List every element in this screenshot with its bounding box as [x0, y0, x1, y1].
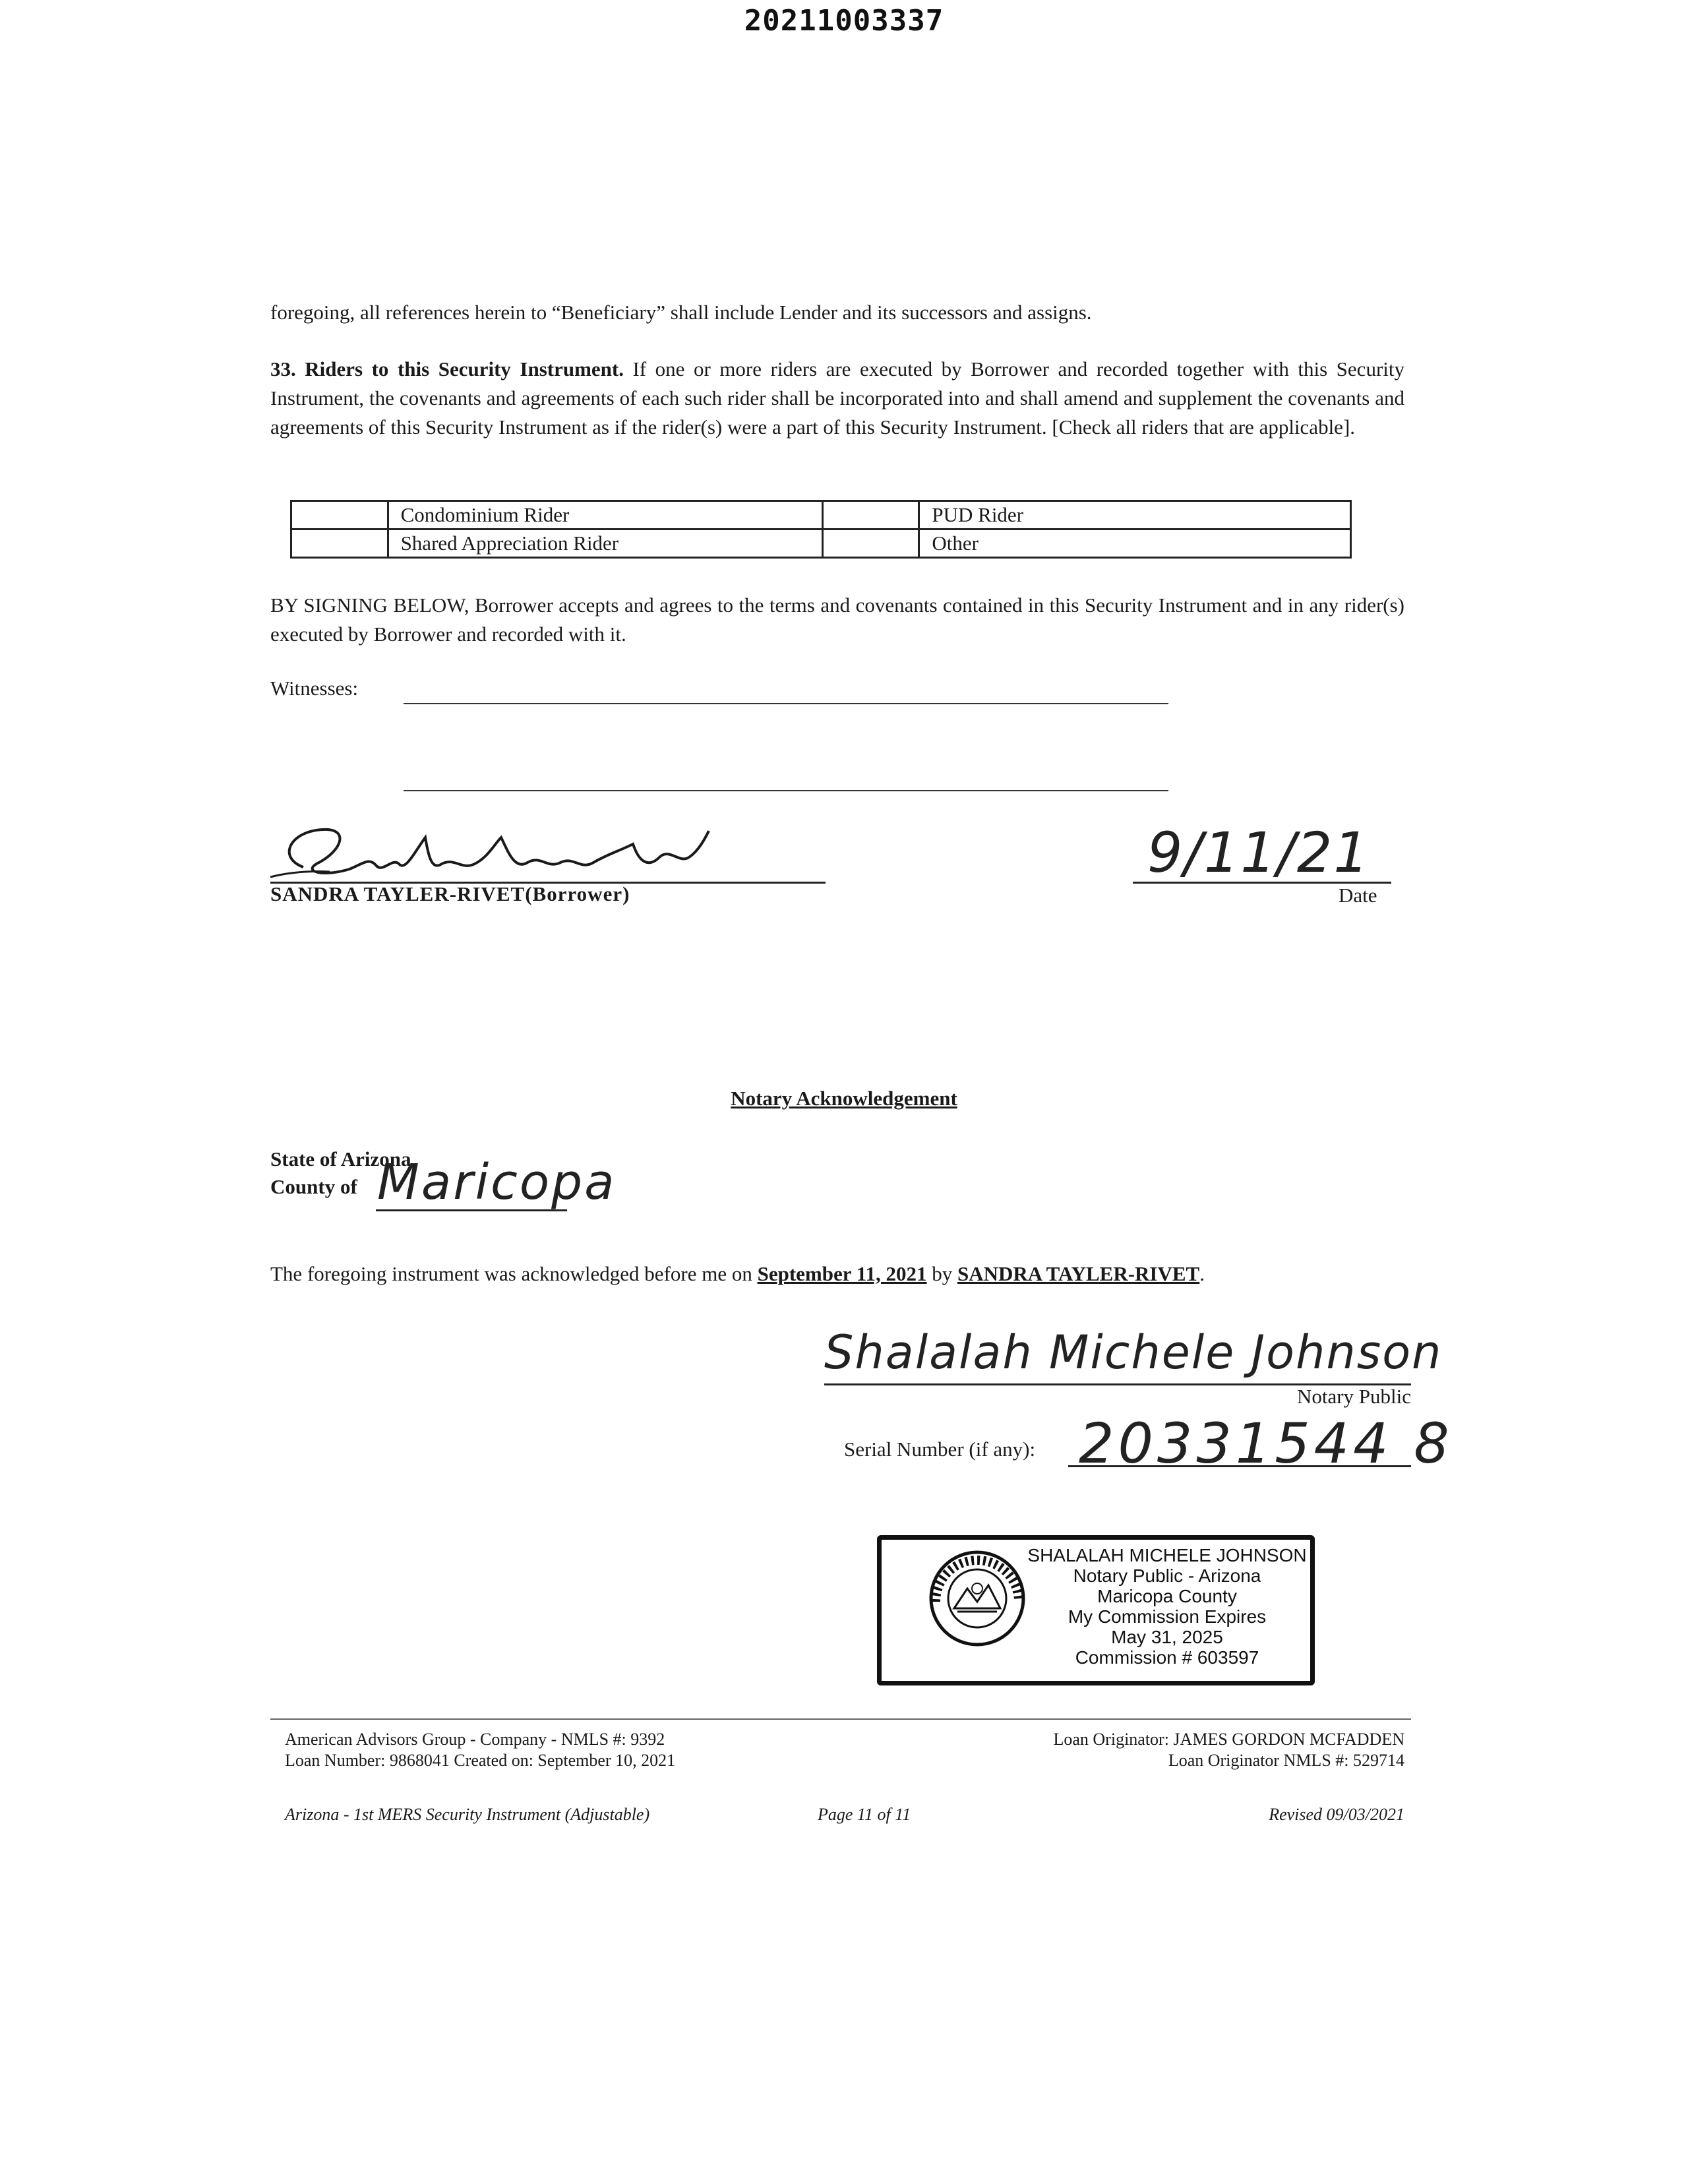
notary-signature: Shalalah Michele Johnson: [824, 1325, 1443, 1380]
witness-signature-line-2[interactable]: [404, 790, 1168, 791]
borrower-signature: [264, 811, 791, 890]
witnesses-label: Witnesses:: [270, 677, 359, 700]
rider-label: Other: [919, 530, 1351, 558]
footer-divider: [270, 1718, 1411, 1720]
table-row: [291, 501, 1351, 530]
ack-by: by: [932, 1262, 953, 1285]
footer-revised-date: Revised 09/03/2021: [1269, 1805, 1404, 1824]
notary-stamp: [877, 1535, 1315, 1685]
witness-signature-line-1[interactable]: [404, 703, 1168, 704]
riders-table: [290, 500, 1352, 559]
table-row: [291, 530, 1351, 558]
state-seal-icon: [928, 1549, 1027, 1648]
rider-checkbox-shared-appreciation[interactable]: [291, 530, 388, 558]
borrower-name-text: SANDRA TAYLER-RIVET: [270, 882, 526, 905]
ack-prefix: The foregoing instrument was acknowledged before me on: [270, 1262, 752, 1285]
rider-label: PUD Rider: [919, 501, 1351, 530]
footer-form-name: Arizona - 1st MERS Security Instrument (Adjustable): [285, 1805, 650, 1824]
notary-heading: Notary Acknowledgement: [731, 1087, 957, 1110]
serial-number-line[interactable]: [1068, 1465, 1411, 1467]
county-handwritten: Maricopa: [377, 1154, 617, 1211]
stamp-line: Commission # 603597: [1075, 1647, 1259, 1668]
state-line: State of Arizona: [270, 1147, 411, 1170]
ack-date: September 11, 2021: [757, 1262, 927, 1285]
signing-statement: BY SIGNING BELOW, Borrower accepts and agrees to the terms and covenants contained in this Security Instrument and in any rider(s) executed by Borrower and recorded with it.: [270, 593, 1404, 646]
stamp-text: [1025, 1545, 1309, 1668]
rider-label: Shared Appreciation Rider: [388, 530, 822, 558]
county-label: County of: [270, 1175, 357, 1198]
signature-date-handwritten: 9/11/21: [1147, 820, 1370, 885]
stamp-line: My Commission Expires: [1068, 1606, 1267, 1627]
footer-originator-nmls: Loan Originator NMLS #: 529714: [1168, 1751, 1404, 1770]
county-line[interactable]: [376, 1209, 567, 1211]
section-heading: Riders to this Security Instrument.: [305, 357, 624, 380]
section-number: 33.: [270, 357, 296, 380]
serial-number-handwritten: 20331544 8: [1079, 1411, 1453, 1476]
rider-checkbox-other[interactable]: [822, 530, 919, 558]
footer-originator: Loan Originator: JAMES GORDON MCFADDEN: [1053, 1730, 1404, 1749]
serial-number-label: Serial Number (if any):: [844, 1438, 1036, 1461]
document-number: 20211003337: [744, 4, 944, 38]
stamp-line: Notary Public - Arizona: [1073, 1565, 1261, 1586]
ack-end: .: [1199, 1262, 1205, 1285]
stamp-line: May 31, 2025: [1111, 1627, 1223, 1647]
ack-name: SANDRA TAYLER-RIVET: [957, 1262, 1200, 1285]
notary-public-label: Notary Public: [1296, 1385, 1411, 1408]
acknowledgement-statement: [270, 1262, 1205, 1286]
stamp-line: Maricopa County: [1097, 1586, 1237, 1606]
footer-company: American Advisors Group - Company - NMLS #: 9392: [285, 1730, 665, 1749]
rider-checkbox-pud[interactable]: [822, 501, 919, 530]
date-label: Date: [1339, 884, 1377, 907]
footer-loan-info: Loan Number: 9868041 Created on: September 10, 2021: [285, 1751, 676, 1770]
stamp-line: SHALALAH MICHELE JOHNSON: [1027, 1545, 1307, 1565]
borrower-name: [270, 882, 630, 906]
rider-label: Condominium Rider: [388, 501, 822, 530]
borrower-role: (Borrower): [525, 882, 630, 905]
footer-page-number: Page 11 of 11: [818, 1805, 911, 1824]
continuation-paragraph: foregoing, all references herein to “Beneficiary” shall include Lender and its successors and assigns.: [270, 301, 1092, 324]
rider-checkbox-condominium[interactable]: [291, 501, 388, 530]
section-33-paragraph: [270, 355, 1404, 442]
section-text: If one or more riders are executed by Borrower and recorded together with this Security Instrument, the covenants and agreements of each such rider shall be incorporated into and shall amend and supplement the covenants and agreements of this Security Instrument as if the rider(s) were a part of this Security Instrument. [Check all riders that are applicable].: [270, 357, 1404, 439]
